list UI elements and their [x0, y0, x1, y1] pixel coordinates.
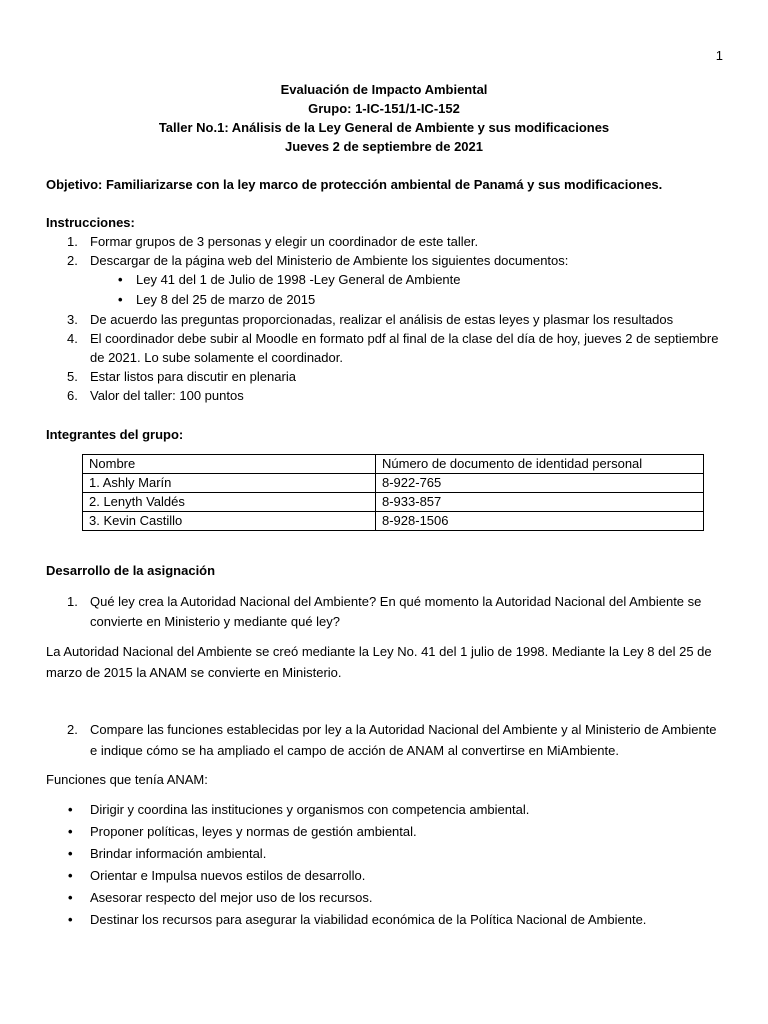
table-row [83, 512, 704, 531]
instructions-list-continued [46, 310, 722, 405]
list-item: 2. Descargar de la página web del Ministerio de Ambiente los siguientes documentos: [67, 253, 569, 268]
workshop-title: Taller No.1: Análisis de la Ley General de Ambiente y sus modificaciones [158, 120, 610, 135]
objective: Objetivo: Familiarizarse con la ley marco de protección ambiental de Panamá y sus modificaciones. [46, 177, 663, 192]
list-item: • Brindar información ambiental. [46, 843, 722, 865]
course-title: Evaluación de Impacto Ambiental [280, 82, 488, 97]
list-item: • Ley 8 del 25 de marzo de 2015 [46, 290, 722, 310]
list-item: • Dirigir y coordina las instituciones y organismos con competencia ambiental. [46, 799, 722, 821]
workshop-date: Jueves 2 de septiembre de 2021 [284, 139, 483, 154]
question-2 [46, 719, 722, 761]
column-header: Nombre [83, 455, 376, 474]
column-header: Número de documento de identidad personal [376, 455, 704, 474]
bullet-icon: • [118, 292, 123, 307]
instructions-title: Instrucciones: [46, 215, 135, 230]
list-item: 3. De acuerdo las preguntas proporcionadas, realizar el análisis de estas leyes y plasmar los resultados [67, 312, 674, 327]
bullet-icon: • [68, 868, 73, 883]
bullet-icon: • [68, 824, 73, 839]
list-item: 6. Valor del taller: 100 puntos [67, 388, 244, 403]
question-1 [46, 592, 722, 632]
table-row [83, 474, 704, 493]
table-row [83, 493, 704, 512]
table-header-row [83, 455, 704, 474]
document-header [46, 80, 722, 156]
documents-list [46, 270, 722, 310]
list-item: 1. Formar grupos de 3 personas y elegir un coordinador de este taller. [67, 234, 479, 249]
answer-1: La Autoridad Nacional del Ambiente se creó mediante la Ley No. 41 del 1 julio de 1998. Mediante la Ley 8 del 25 de marzo de 2015 la ANAM se convierte en Ministerio. [46, 644, 712, 680]
member-name: 2. Lenyth Valdés [83, 493, 376, 512]
member-id: 8-933-857 [376, 493, 704, 512]
bullet-icon: • [68, 846, 73, 861]
list-item: • Orientar e Impulsa nuevos estilos de desarrollo. [46, 865, 722, 887]
list-item: • Asesorar respecto del mejor uso de los recursos. [46, 887, 722, 909]
list-item: 4. El coordinador debe subir al Moodle en formato pdf al final de la clase del día de hoy, jueves 2 de septiembre de 2021. Lo sube solamente el coordinador. [67, 331, 719, 365]
functions-title: Funciones que tenía ANAM: [46, 772, 208, 787]
bullet-icon: • [118, 272, 123, 287]
member-id: 8-922-765 [376, 474, 704, 493]
list-item: 1. Qué ley crea la Autoridad Nacional del Ambiente? En qué momento la Autoridad Nacional del Ambiente se convierte en Ministerio y mediante qué ley? [67, 594, 702, 629]
list-item: • Ley 41 del 1 de Julio de 1998 -Ley General de Ambiente [46, 270, 722, 290]
member-id: 8-928-1506 [376, 512, 704, 531]
member-name: 1. Ashly Marín [83, 474, 376, 493]
group-members-title: Integrantes del grupo: [46, 427, 184, 442]
group-code: Grupo: 1-IC-151/1-IC-152 [308, 101, 460, 116]
list-item: • Proponer políticas, leyes y normas de gestión ambiental. [46, 821, 722, 843]
list-item: • Destinar los recursos para asegurar la viabilidad económica de la Política Nacional de Ambiente. [46, 909, 722, 931]
document-body [46, 80, 722, 931]
bullet-icon: • [68, 802, 73, 817]
instructions-list [46, 232, 722, 270]
functions-list [46, 799, 722, 931]
list-item: 2. Compare las funciones establecidas por ley a la Autoridad Nacional del Ambiente y al Ministerio de Ambiente e indique cómo se ha ampliado el campo de acción de ANAM al convertirse en MiAmbiente. [67, 722, 717, 758]
bullet-icon: • [68, 890, 73, 905]
bullet-icon: • [68, 912, 73, 927]
group-members-table [82, 454, 704, 531]
list-item: 5. Estar listos para discutir en plenaria [67, 369, 296, 384]
development-title: Desarrollo de la asignación [46, 563, 216, 578]
member-name: 3. Kevin Castillo [83, 512, 376, 531]
page-number: 1 [715, 48, 723, 63]
